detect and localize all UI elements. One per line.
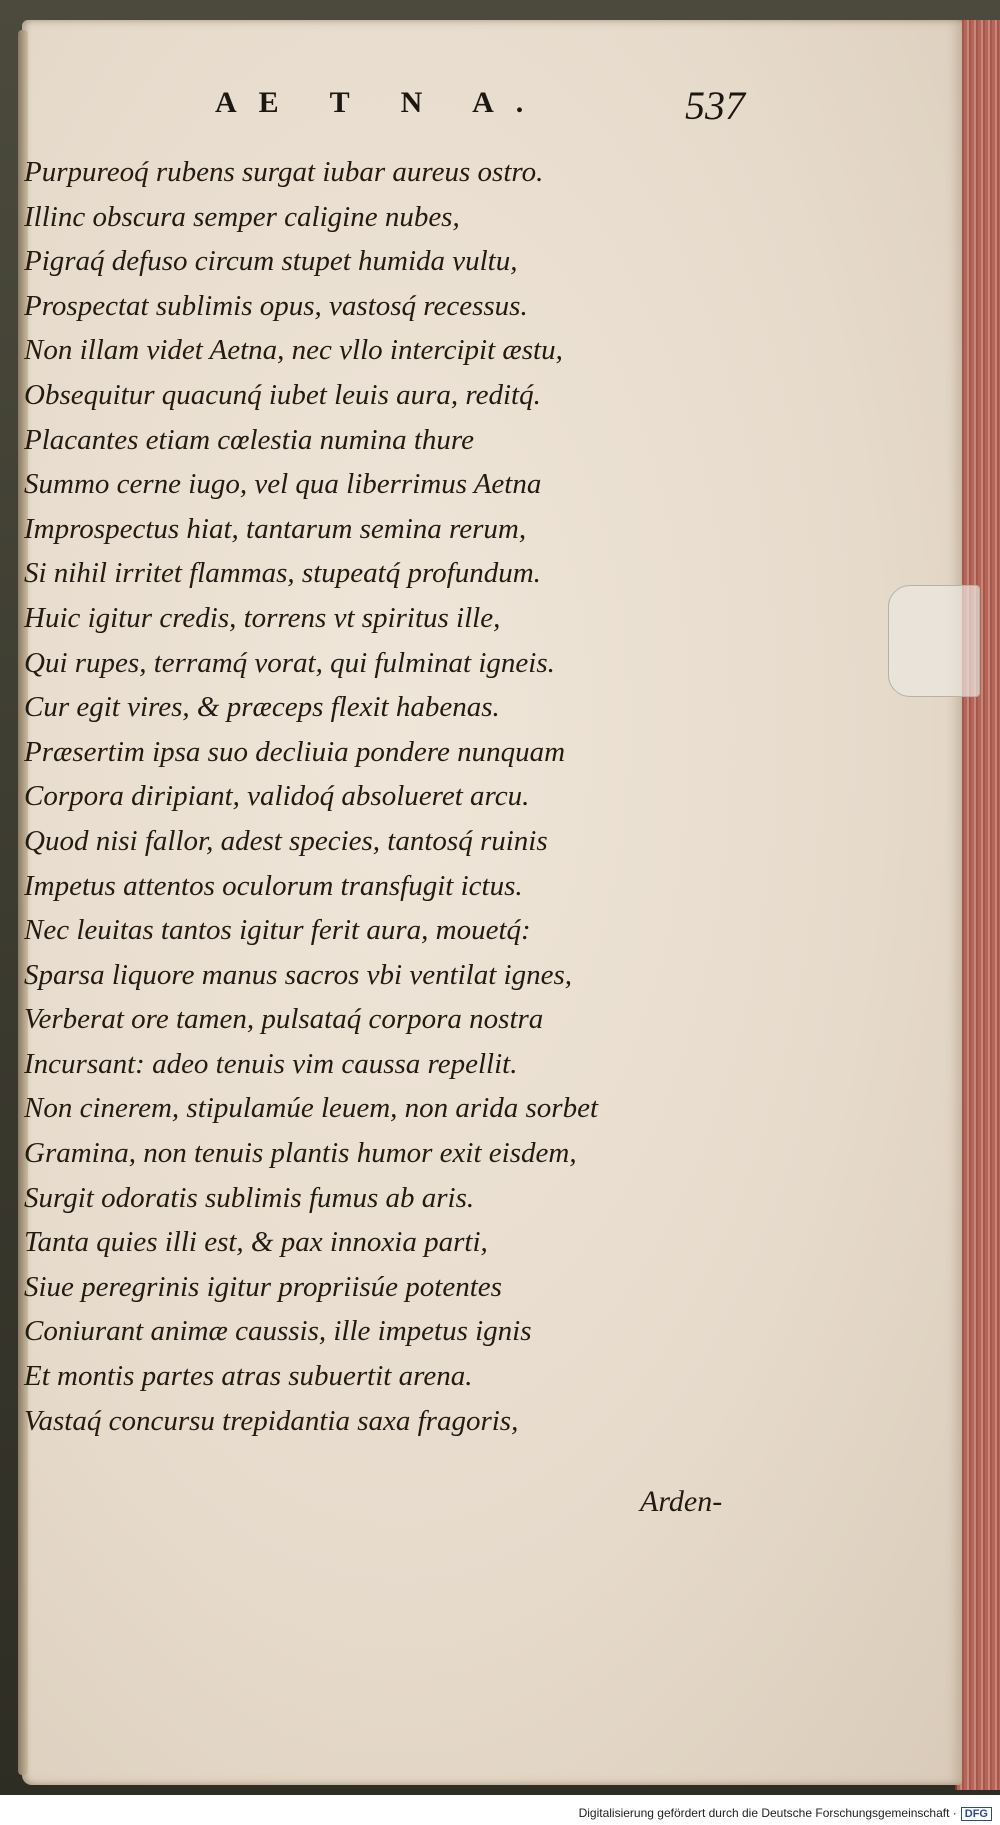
verse-line: Non illam videt Aetna, nec vllo intercipit æstu, [24, 334, 563, 367]
verse-line: Gramina, non tenuis plantis humor exit eisdem, [24, 1137, 577, 1170]
verse-line: Non cinerem, stipulamúe leuem, non arida sorbet [24, 1092, 599, 1125]
digitization-credit [579, 1806, 992, 1821]
verse-line: Nec leuitas tantos igitur ferit aura, mouetq́: [24, 914, 531, 947]
verse-line: Qui rupes, terramq́ vorat, qui fulminat igneis. [24, 646, 555, 679]
verse-line: Præsertim ipsa suo decliuia pondere nunquam [24, 735, 566, 768]
verse-line: Quod nisi fallor, adest species, tantosq́ ruinis [24, 824, 548, 857]
verse-line: Siue peregrinis igitur propriisúe potentes [24, 1270, 502, 1303]
verse-line: Surgit odoratis sublimis fumus ab aris. [24, 1181, 475, 1214]
verse-line: Pigraq́ defuso circum stupet humida vultu, [24, 245, 518, 278]
verse-line: Cur egit vires, & præceps flexit habenas. [24, 691, 500, 724]
verse-line: Et montis partes atras subuertit arena. [24, 1360, 473, 1393]
verse-line: Placantes etiam cœlestia numina thure [24, 423, 474, 456]
page-number: 537 [685, 83, 745, 128]
verse-line: Verberat ore tamen, pulsataq́ corpora nostra [24, 1003, 544, 1036]
verse-line: Summo cerne iugo, vel qua liberrimus Aetna [24, 468, 542, 501]
verse-line: Prospectat sublimis opus, vastosq́ recessus. [24, 289, 528, 322]
verse-line: Vastaq́ concursu trepidantia saxa fragoris, [24, 1404, 519, 1437]
verse-line: Incursant: adeo tenuis vim caussa repellit. [24, 1047, 518, 1080]
verse-line: Sparsa liquore manus sacros vbi ventilat ignes, [24, 958, 573, 991]
verse-text-block [24, 150, 764, 1443]
verse-line: Obsequitur quacunq́ iubet leuis aura, reditq́. [24, 378, 541, 411]
verse-line: Coniurant animæ caussis, ille impetus ignis [24, 1315, 532, 1348]
page-header [215, 82, 775, 132]
credit-text: Digitalisierung gefördert durch die Deutsche Forschungsgemeinschaft · [578, 1806, 957, 1820]
verse-line: Tanta quies illi est, & pax innoxia parti, [24, 1226, 488, 1259]
verse-line: Huic igitur credis, torrens vt spiritus ille, [24, 601, 501, 634]
page-tab-marker [888, 585, 980, 697]
verse-line: Illinc obscura semper caligine nubes, [24, 200, 460, 233]
verse-line: Si nihil irritet flammas, stupeatq́ profundum. [24, 557, 541, 590]
catchword: Arden- [640, 1485, 723, 1518]
running-title: AE T N A. [215, 86, 546, 119]
verse-line: Purpureoq́ rubens surgat iubar aureus ostro. [24, 156, 544, 188]
verse-line: Impetus attentos oculorum transfugit ictus. [24, 869, 523, 902]
verse-line: Improspectus hiat, tantarum semina rerum, [24, 512, 527, 545]
dfg-logo: DFG [961, 1807, 992, 1821]
verse-line: Corpora diripiant, validoq́ absolueret arcu. [24, 780, 530, 813]
